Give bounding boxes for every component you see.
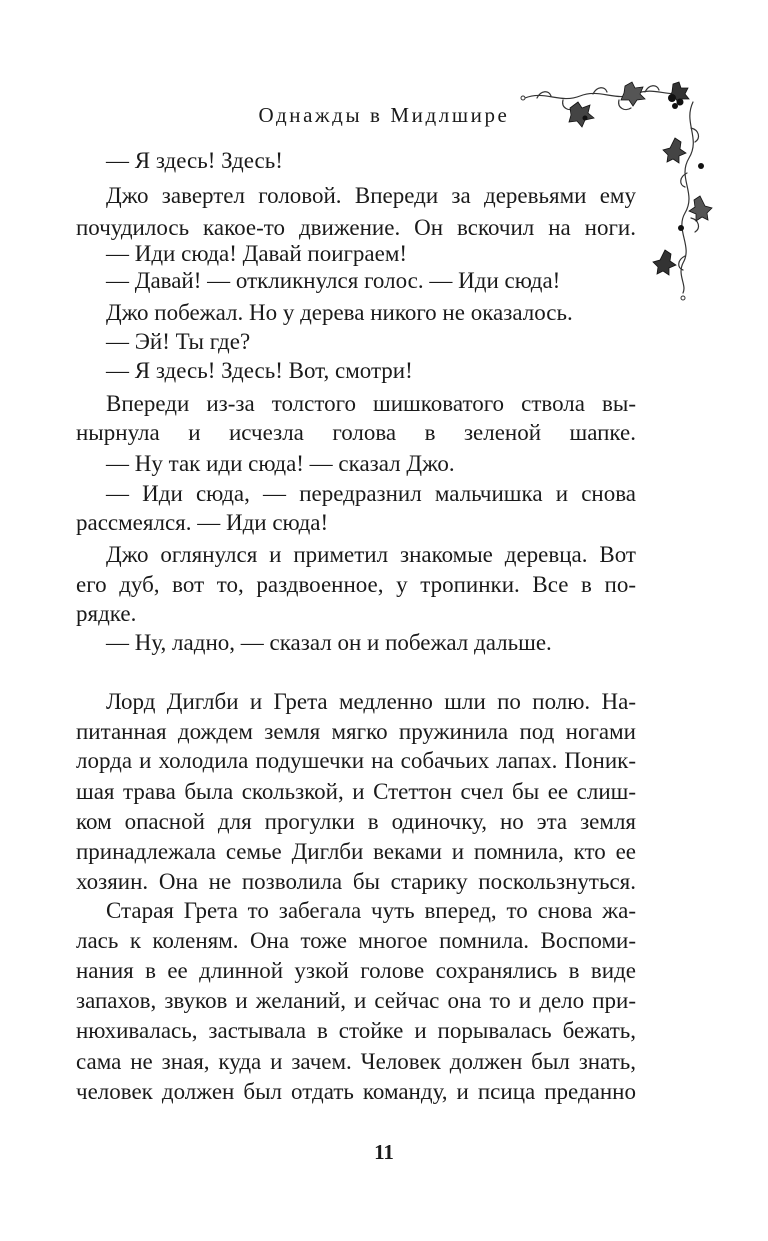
text-line: принадлежала семье Диглби веками и помнила, кто ее — [76, 839, 636, 864]
text-line: его дуб, вот то, раздвоенное, у тропинки. Все в по- — [76, 572, 636, 597]
text-line: лорда и холодила подушечки на собачьих лапах. Поник- — [76, 748, 636, 773]
text-line: шая трава была скользкой, и Стеттон счел бы ее слиш- — [76, 779, 636, 804]
text-line: сама не зная, куда и зачем. Человек должен был знать, — [76, 1049, 636, 1074]
text-line: нюхивалась, застывала в стойке и порывалась бежать, — [76, 1018, 636, 1043]
text-line: — Я здесь! Здесь! — [106, 148, 283, 173]
text-line: запахов, звуков и желаний, и сейчас она то и дело при- — [76, 988, 636, 1013]
text-line: ком опасной для прогулки в одиночку, но эта земля — [76, 809, 636, 834]
text-line: — Эй! Ты где? — [106, 329, 251, 354]
text-line: Лорд Диглби и Грета медленно шли по полю. На- — [106, 689, 636, 714]
text-line: Джо побежал. Но у дерева никого не оказалось. — [106, 300, 573, 325]
text-line: нырнула и исчезла голова в зеленой шапке. — [76, 420, 636, 445]
running-head: Однажды в Мидлшире — [258, 103, 510, 127]
text-line: питанная дождем земля мягко пружинила под ногами — [76, 719, 636, 744]
text-line: — Иди сюда, — передразнил мальчишка и снова — [106, 481, 636, 506]
text-line: Джо оглянулся и приметил знакомые деревца. Вот — [106, 542, 636, 567]
text-line: — Ну, ладно, — сказал он и побежал дальше. — [106, 630, 552, 655]
text-line: рядке. — [76, 601, 137, 626]
text-line: Джо завертел головой. Впереди за деревьями ему — [106, 183, 636, 208]
text-line: Старая Грета то забегала чуть вперед, то снова жа- — [106, 898, 636, 923]
text-line: почудилось какое-то движение. Он вскочил на ноги. — [76, 215, 636, 240]
text-line: рассмеялся. — Иди сюда! — [76, 510, 329, 535]
text-line: лась к коленям. Она тоже многое помнила. Воспоми- — [76, 928, 636, 953]
text-line: Впереди из-за толстого шишковатого ствола вы- — [106, 391, 636, 416]
text-line: человек должен был отдать команду, и псица преданно — [76, 1079, 636, 1104]
text-line: — Иди сюда! Давай поиграем! — [106, 241, 408, 266]
text-line: хозяин. Она не позволила бы старику поскользнуться. — [76, 869, 636, 894]
text-line: — Давай! — откликнулся голос. — Иди сюда! — [106, 268, 561, 293]
text-line: — Я здесь! Здесь! Вот, смотри! — [106, 358, 413, 383]
text-line: — Ну так иди сюда! — сказал Джо. — [106, 451, 455, 476]
page-number: 11 — [374, 1140, 394, 1164]
text-line: нания в ее длинной узкой голове сохранялись в виде — [76, 958, 636, 983]
